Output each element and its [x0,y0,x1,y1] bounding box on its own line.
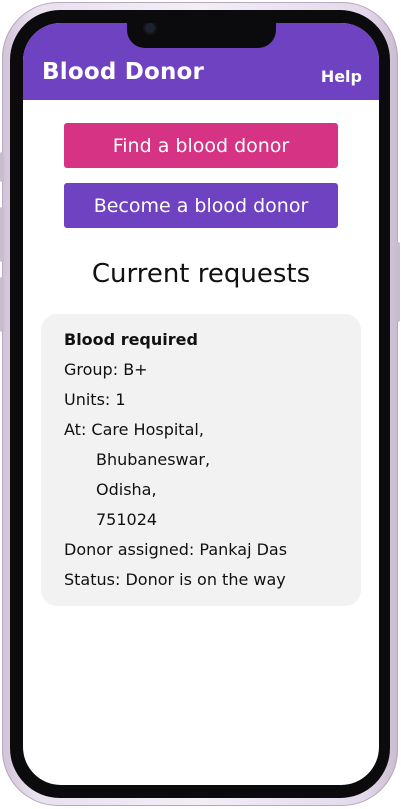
front-camera-icon [143,23,157,35]
become-donor-button[interactable]: Become a blood donor [64,183,338,228]
power-button [396,242,400,322]
volume-up-button [0,207,4,262]
request-status: Status: Donor is on the way [64,570,286,589]
notch [127,23,276,48]
address-state: Odisha, [96,480,157,499]
help-link[interactable]: Help [320,67,362,86]
request-card [41,314,361,606]
volume-down-button [0,277,4,332]
request-units: Units: 1 [64,390,126,409]
find-donor-button[interactable]: Find a blood donor [64,123,338,168]
request-location: At: Care Hospital, [64,420,204,439]
request-group: Group: B+ [64,360,148,379]
current-requests-title: Current requests [91,259,311,289]
request-heading: Blood required [64,330,198,349]
address-pincode: 751024 [96,510,158,529]
app-screen [23,23,379,785]
app-title: Blood Donor [42,59,205,85]
request-donor: Donor assigned: Pankaj Das [64,540,288,559]
address-city: Bhubaneswar, [96,450,211,469]
silent-switch [0,152,4,182]
